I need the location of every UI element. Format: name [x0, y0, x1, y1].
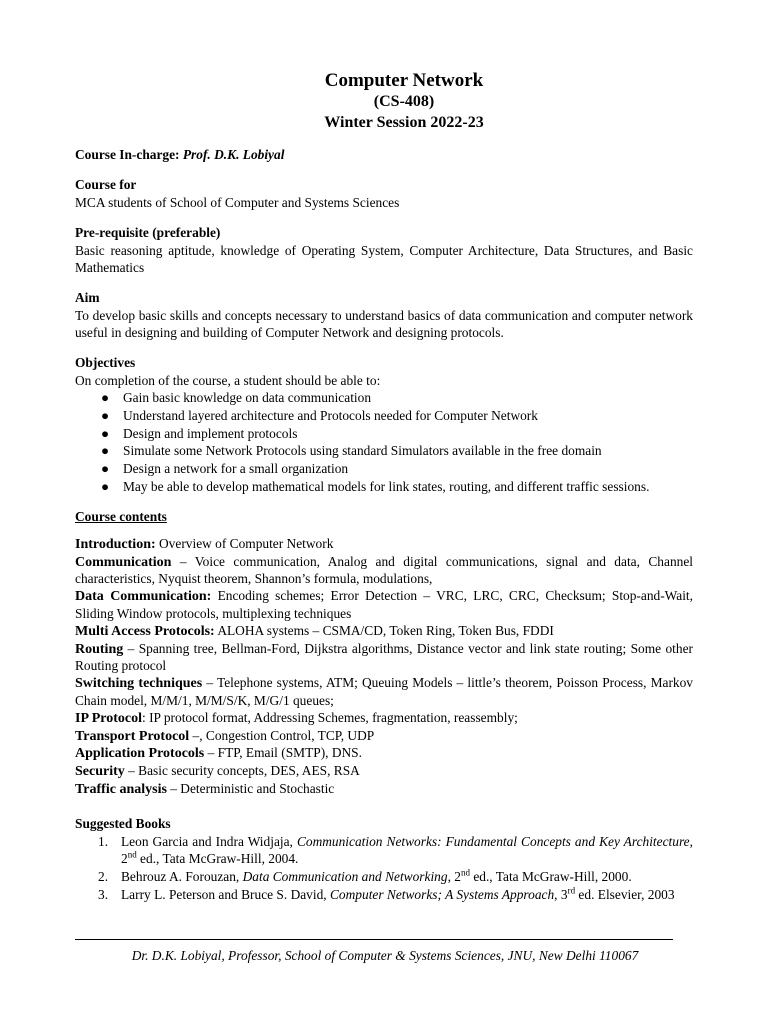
footer-divider	[75, 939, 673, 940]
course-title: Computer Network	[324, 70, 484, 91]
objectives-intro: On completion of the course, a student should be able to:	[75, 372, 381, 388]
topic-item: Traffic analysis – Deterministic and Stochastic	[75, 780, 335, 797]
prerequisite-section	[75, 224, 693, 277]
course-for-section	[75, 176, 693, 212]
list-item: ● Gain basic knowledge on data communication	[101, 390, 372, 405]
suggested-books-title: Suggested Books	[75, 815, 171, 831]
bullet-icon: ●	[101, 407, 110, 423]
course-incharge	[75, 146, 693, 164]
aim-title: Aim	[75, 289, 100, 305]
topic-item: Communication – Voice communication, Analog and digital communications, signal and data, Channel characteristics, Nyquist theorem, Shannon’s formula, modulations,	[75, 553, 693, 587]
list-item: 2. Behrouz A. Forouzan, Data Communication and Networking, 2nd ed., Tata McGraw-Hill, 2000.	[98, 867, 632, 884]
topic-item: Multi Access Protocols: ALOHA systems – CSMA/CD, Token Ring, Token Bus, FDDI	[75, 622, 554, 639]
bullet-icon: ●	[101, 425, 110, 441]
list-item: 3. Larry L. Peterson and Bruce S. David, Computer Networks; A Systems Approach, 3rd ed. Elsevier, 2003	[98, 885, 675, 902]
topic-item: Data Communication: Encoding schemes; Error Detection – VRC, LRC, CRC, Checksum; Stop-and-Wait, Sliding Window protocols, multiplexing techniques	[75, 588, 693, 621]
prerequisite-title: Pre-requisite (preferable)	[75, 224, 221, 240]
objectives-list	[75, 389, 693, 496]
topic-item: Transport Protocol –, Congestion Control, TCP, UDP	[75, 727, 375, 744]
course-for-title: Course for	[75, 177, 137, 192]
title-block	[115, 70, 693, 133]
course-code: (CS-408)	[373, 93, 435, 110]
bullet-icon: ●	[101, 461, 110, 477]
objectives-title: Objectives	[75, 354, 136, 370]
course-contents-list	[75, 536, 693, 799]
aim-text: To develop basic skills and concepts necessary to understand basics of data communication and computer network useful in designing and building of Computer Network and designing protocols.	[75, 307, 693, 340]
incharge-label: Course In-charge:	[75, 147, 180, 162]
topic-item: Switching techniques – Telephone systems, ATM; Queuing Models – little’s theorem, Poisson Process, Markov Chain model, M/M/1, M/M/S/K, M/G/1 queues;	[75, 675, 693, 708]
prerequisite-text: Basic reasoning aptitude, knowledge of Operating System, Computer Architecture, Data Structures, and Basic Mathematics	[75, 242, 693, 275]
course-for-text: MCA students of School of Computer and Systems Sciences	[75, 195, 400, 210]
list-item: 1. Leon Garcia and Indra Widjaja, Communication Networks: Fundamental Concepts and Key Architecture, 2nd ed., Tata McGraw-Hill, 2004.	[98, 833, 693, 867]
incharge-name: Prof. D.K. Lobiyal	[182, 147, 285, 162]
aim-section	[75, 289, 693, 342]
suggested-books-list	[75, 833, 693, 903]
topic-item: IP Protocol: IP protocol format, Addressing Schemes, fragmentation, reassembly;	[75, 709, 518, 726]
footer-text: Dr. D.K. Lobiyal, Professor, School of Computer & Systems Sciences, JNU, New Delhi 110067	[131, 948, 639, 963]
bullet-icon: ●	[101, 390, 110, 405]
bullet-icon: ●	[101, 443, 110, 459]
list-item: ● Understand layered architecture and Protocols needed for Computer Network	[101, 407, 538, 423]
topic-item: Introduction: Overview of Computer Network	[75, 535, 334, 552]
topic-item: Routing – Spanning tree, Bellman-Ford, Dijkstra algorithms, Distance vector and link state routing; Some other Routing protocol	[75, 640, 693, 674]
list-item: ● May be able to develop mathematical models for link states, routing, and different traffic sessions.	[101, 478, 650, 494]
course-session: Winter Session 2022-23	[324, 114, 484, 131]
list-item: ● Design and implement protocols	[101, 425, 298, 441]
topic-item: Security – Basic security concepts, DES, AES, RSA	[75, 763, 360, 780]
course-contents-title: Course contents	[75, 508, 167, 524]
objectives-section	[75, 354, 693, 496]
bullet-icon: ●	[101, 478, 110, 494]
list-item: ● Simulate some Network Protocols using standard Simulators available in the free domain	[101, 443, 602, 459]
topic-item: Application Protocols – FTP, Email (SMTP), DNS.	[75, 745, 362, 762]
list-item: ● Design a network for a small organization	[101, 461, 349, 477]
